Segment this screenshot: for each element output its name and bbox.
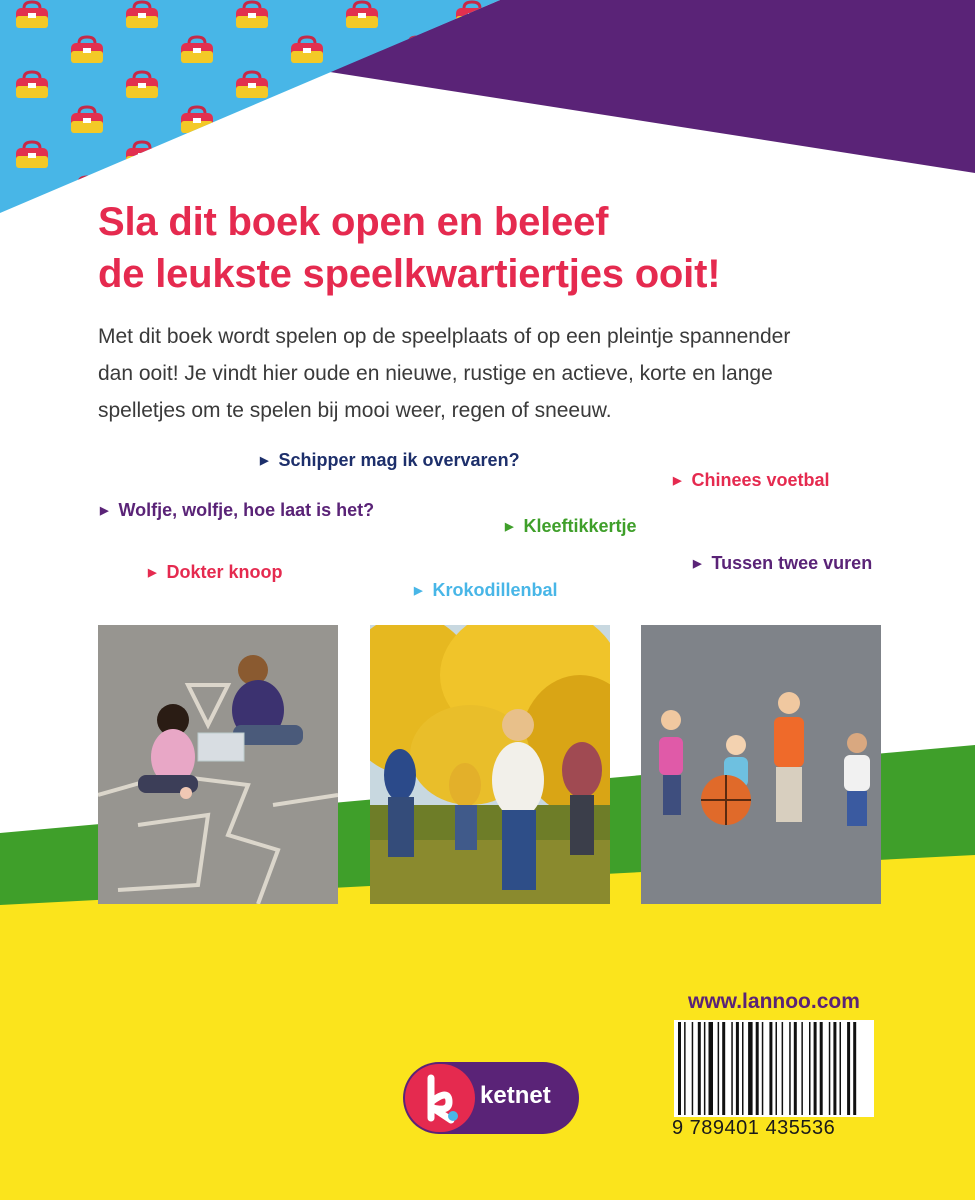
game-label: Wolfje, wolfje, hoe laat is het? xyxy=(118,500,375,520)
description xyxy=(98,318,898,429)
isbn-number: 9 789401 435536 xyxy=(672,1117,836,1139)
barcode xyxy=(674,1020,874,1117)
game-label: Krokodillenbal xyxy=(432,580,558,600)
game-label: Dokter knoop xyxy=(166,562,283,582)
game-label: Kleeftikkertje xyxy=(523,516,637,536)
description-line-3: spelletjes om te spelen bij mooi weer, regen of sneeuw. xyxy=(98,399,612,422)
game-item xyxy=(673,470,830,491)
description-line-1: Met dit boek wordt spelen op de speelplaats of op een pleintje spannender xyxy=(98,325,791,348)
game-label: Chinees voetbal xyxy=(691,470,830,490)
photo-autumn-hide-and-seek xyxy=(370,625,610,904)
description-line-2: dan ooit! Je vindt hier oude en nieuwe, rustige en actieve, korte en lange xyxy=(98,362,773,385)
game-item xyxy=(148,562,282,583)
game-item xyxy=(260,450,520,471)
triangle-bullet-icon: ▶ xyxy=(673,475,682,487)
headline xyxy=(98,196,720,300)
triangle-bullet-icon: ▶ xyxy=(414,585,423,597)
headline-line-1: Sla dit boek open en beleef xyxy=(98,200,609,244)
game-item xyxy=(505,516,637,537)
game-item xyxy=(693,553,872,574)
game-label: Tussen twee vuren xyxy=(711,553,873,573)
ketnet-label: ketnet xyxy=(480,1082,551,1109)
triangle-bullet-icon: ▶ xyxy=(100,505,109,517)
triangle-bullet-icon: ▶ xyxy=(693,558,702,570)
triangle-bullet-icon: ▶ xyxy=(260,455,269,467)
photo-chalk-hopscotch xyxy=(98,625,338,904)
game-item xyxy=(100,500,374,521)
triangle-bullet-icon: ▶ xyxy=(505,521,514,533)
publisher-website: www.lannoo.com xyxy=(688,990,860,1013)
photo-kids-with-basketball xyxy=(641,625,881,904)
headline-line-2: de leukste speelkwartiertjes ooit! xyxy=(98,252,721,296)
game-label: Schipper mag ik overvaren? xyxy=(278,450,520,470)
triangle-bullet-icon: ▶ xyxy=(148,567,157,579)
game-item xyxy=(414,580,557,601)
